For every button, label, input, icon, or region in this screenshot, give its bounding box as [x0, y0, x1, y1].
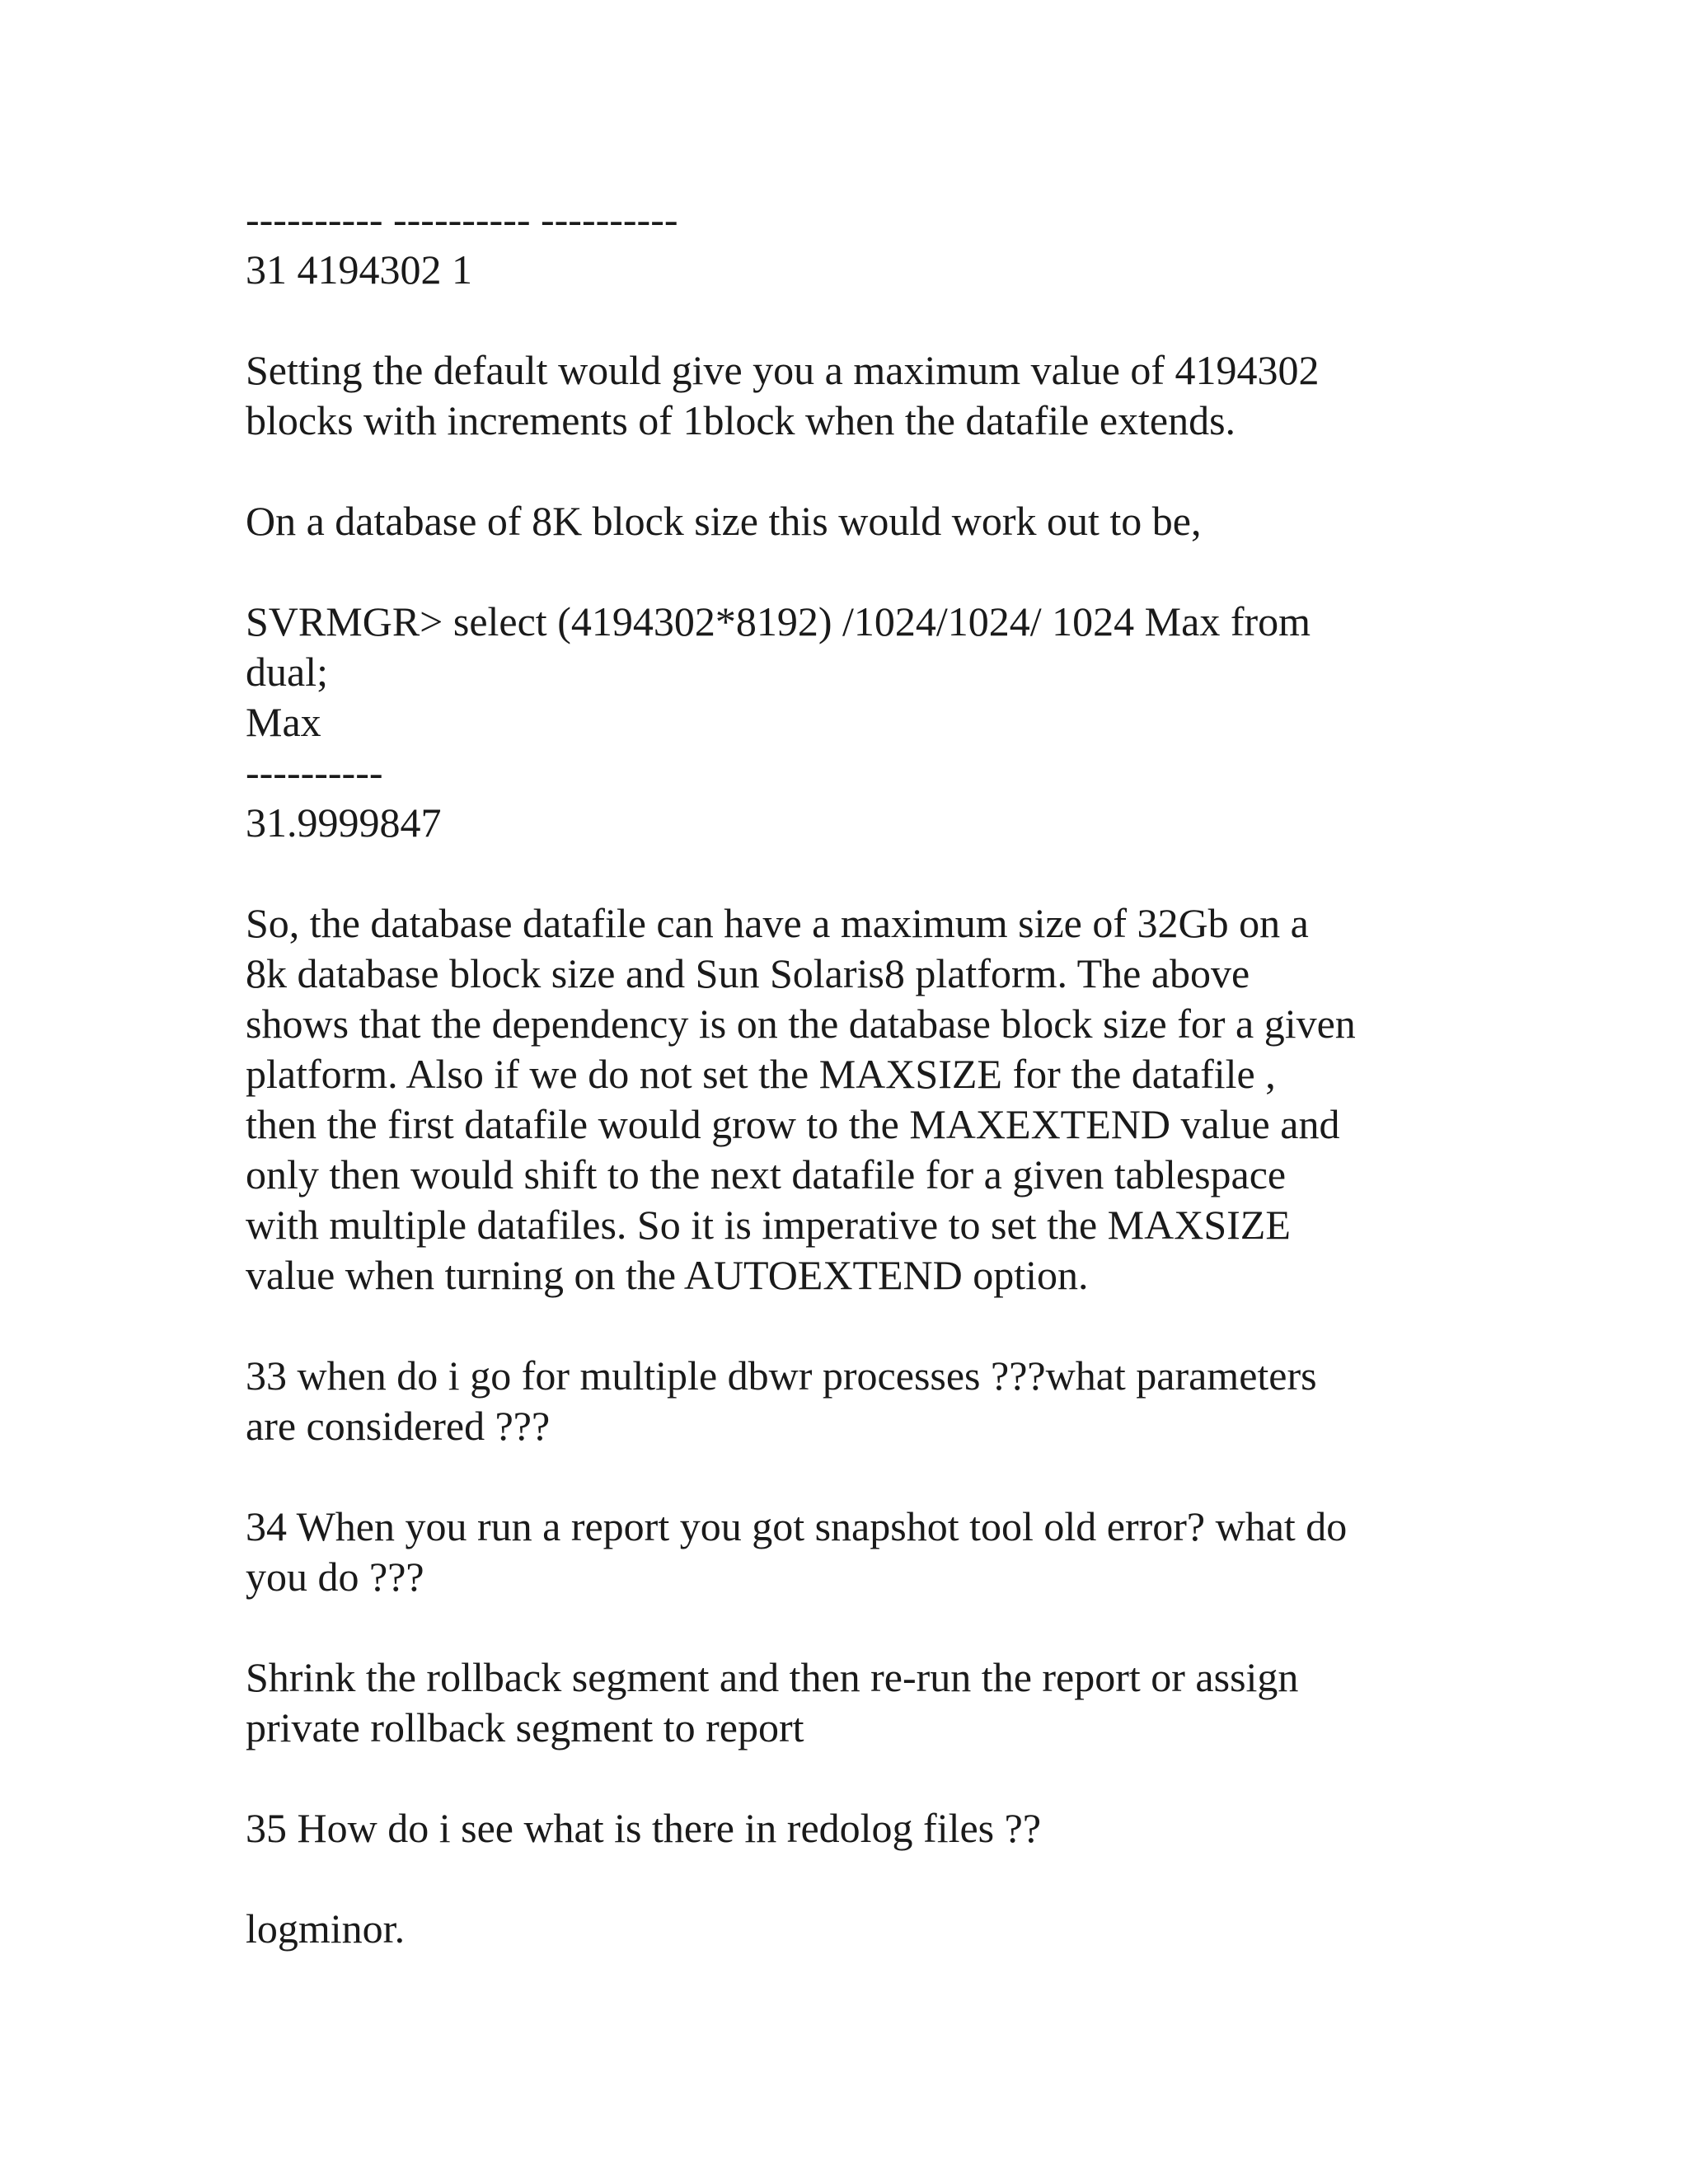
text-line: blocks with increments of 1block when the datafile extends.: [246, 397, 1236, 443]
text-line: with multiple datafiles. So it is imperative to set the MAXSIZE: [246, 1202, 1291, 1248]
paragraph: [246, 345, 1482, 446]
text-line: Shrink the rollback segment and then re-run the report or assign: [246, 1654, 1299, 1700]
text-line: ----------: [246, 749, 383, 795]
paragraph: [246, 496, 1482, 546]
text-line: Setting the default would give you a maximum value of 4194302: [246, 347, 1320, 393]
text-line: are considered ???: [246, 1403, 551, 1449]
text-line: private rollback segment to report: [246, 1704, 804, 1750]
text-line: only then would shift to the next datafile for a given tablespace: [246, 1151, 1287, 1197]
paragraph: [246, 1502, 1482, 1602]
paragraph: [246, 1803, 1482, 1854]
text-line: 31 4194302 1: [246, 246, 472, 293]
document-body: [246, 194, 1482, 1954]
text-line: 31.9999847: [246, 799, 442, 846]
text-line: 33 when do i go for multiple dbwr processes ???what parameters: [246, 1352, 1317, 1399]
text-line: 34 When you run a report you got snapshot tool old error? what do: [246, 1503, 1348, 1549]
paragraph: [246, 597, 1482, 848]
text-line: 35 How do i see what is there in redolog files ??: [246, 1805, 1042, 1851]
text-line: Max: [246, 699, 321, 745]
paragraph: [246, 1904, 1482, 1954]
text-line: ---------- ---------- ----------: [246, 196, 678, 242]
text-line: platform. Also if we do not set the MAXSIZE for the datafile ,: [246, 1051, 1276, 1097]
text-line: you do ???: [246, 1554, 424, 1600]
paragraph: [246, 1351, 1482, 1451]
text-line: On a database of 8K block size this would work out to be,: [246, 498, 1202, 544]
text-line: SVRMGR> select (4194302*8192) /1024/1024/ 1024 Max from: [246, 598, 1311, 644]
text-line: value when turning on the AUTOEXTEND option.: [246, 1252, 1089, 1298]
text-line: then the first datafile would grow to the MAXEXTEND value and: [246, 1101, 1340, 1147]
text-line: So, the database datafile can have a maximum size of 32Gb on a: [246, 900, 1309, 946]
text-line: dual;: [246, 649, 328, 695]
text-line: logminor.: [246, 1905, 406, 1952]
text-line: 8k database block size and Sun Solaris8 platform. The above: [246, 950, 1250, 996]
paragraph: [246, 194, 1482, 295]
text-line: shows that the dependency is on the database block size for a given: [246, 1001, 1356, 1047]
paragraph: [246, 1652, 1482, 1753]
paragraph: [246, 898, 1482, 1301]
